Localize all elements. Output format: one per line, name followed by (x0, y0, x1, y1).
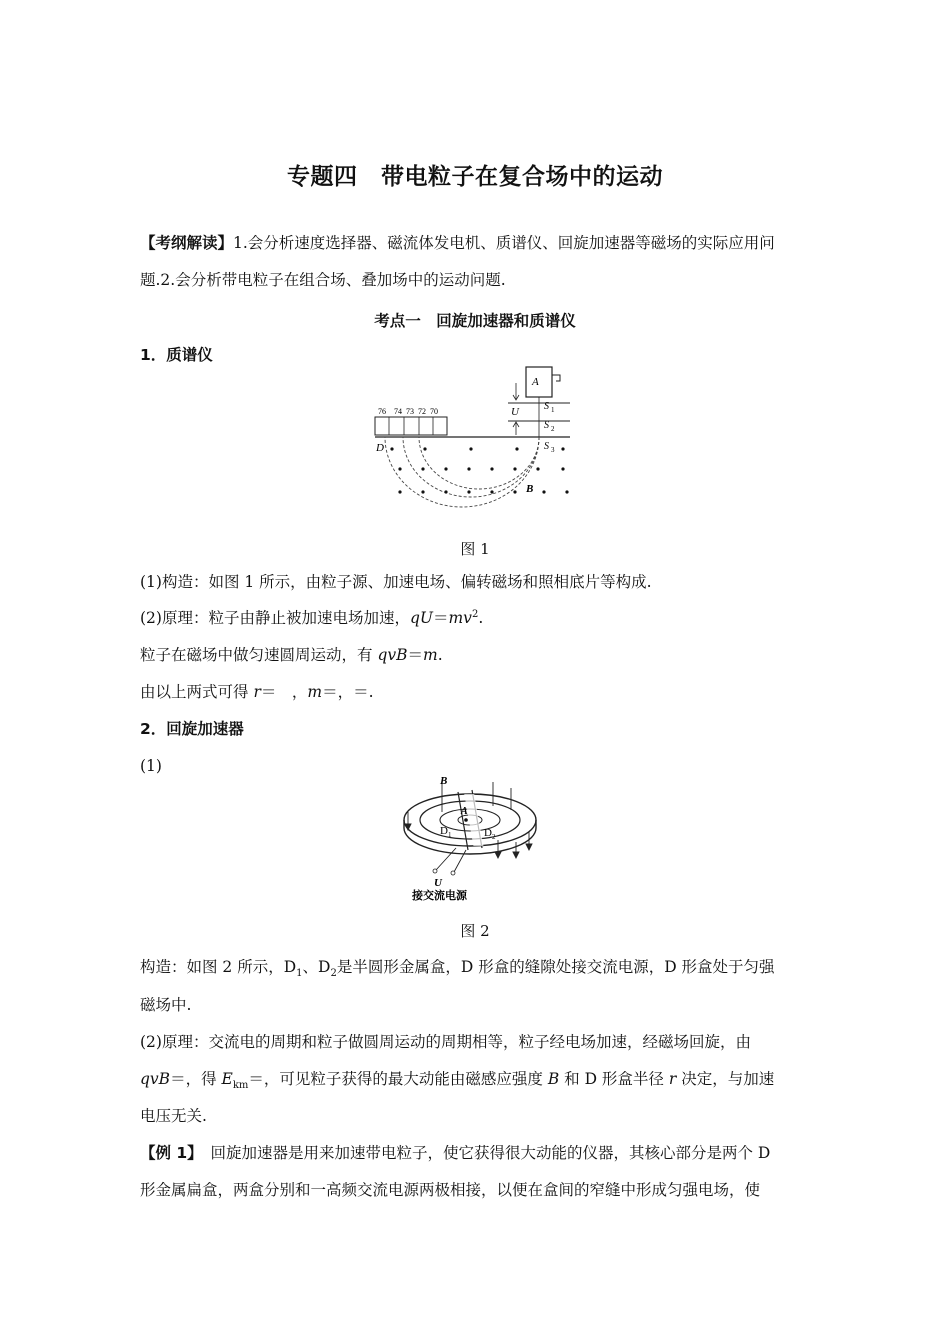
label-b: B (526, 483, 534, 495)
para2-principle-line2: qvB＝，得 $E_{km}=$，可见粒子获得的最大动能由磁感应强度 B 和 D 形盒半径 r 决定，与加速 (140, 1070, 775, 1092)
svg-text:72: 72 (418, 407, 426, 416)
mass-spectrometer-figure (370, 365, 585, 520)
item2-heading: 2．回旋加速器 (140, 720, 244, 738)
para2-structure: 构造：如图 2 所示，$D_1$、$D_2$是半圆形金属盒，D 形盒的缝隙处接交流电源，D 形盒处于匀强 (140, 958, 775, 980)
label-u: U (434, 877, 442, 889)
svg-text:D: D (484, 827, 492, 839)
label-u: U (511, 406, 519, 418)
svg-text:76: 76 (378, 407, 386, 416)
figure2-caption: 图 2 (460, 922, 490, 940)
para1-circle: 粒子在磁场中做匀速圆周运动，有 qvB＝m. (140, 646, 443, 664)
svg-text:70: 70 (430, 407, 438, 416)
svg-text:1: 1 (551, 406, 555, 414)
svg-text:S: S (544, 441, 549, 452)
svg-text:2: 2 (551, 425, 555, 433)
para1-principle: (2)原理：粒子由静止被加速电场加速，$qU=mv^2$. (140, 608, 484, 627)
svg-text:S: S (544, 401, 549, 412)
para2-principle-line1: (2)原理：交流电的周期和粒子做圆周运动的周期相等，粒子经电场加速，经磁场回旋，由 (140, 1033, 751, 1051)
syllabus-line1: 【考纲解读】1.会分析速度选择器、磁流体发电机、质谱仪、回旋加速器等磁场的实际应用问 (140, 234, 775, 252)
para2-structure-line2: 磁场中. (140, 996, 192, 1014)
example1-label: 【例 1】 (140, 1144, 195, 1162)
label-a: A (461, 806, 468, 817)
label-a: A (532, 376, 539, 388)
svg-text:S: S (544, 420, 549, 431)
para2-principle-line3: 电压无关. (140, 1107, 207, 1125)
para1-structure: (1)构造：如图 1 所示，由粒子源、加速电场、偏转磁场和照相底片等构成. (140, 573, 652, 591)
label-d: D (376, 442, 384, 454)
example1-line1: 【例 1】 回旋加速器是用来加速带电粒子，使它获得很大动能的仪器，其核心部分是两个 D (140, 1144, 771, 1162)
label-ac-source: 接交流电源 (412, 889, 467, 902)
ion-source-box (526, 367, 552, 397)
svg-text:D: D (440, 825, 448, 837)
item1-heading: 1．质谱仪 (140, 346, 213, 364)
figure1-caption: 图 1 (460, 540, 490, 558)
example1-line2: 形金属扁盒，两盒分别和一高频交流电源两极相接，以便在盒间的窄缝中形成匀强电场，使 (140, 1181, 761, 1199)
svg-text:1: 1 (448, 831, 452, 839)
source-tube (552, 375, 560, 381)
section-heading: 考点一 回旋加速器和质谱仪 (374, 312, 576, 330)
svg-text:2: 2 (492, 833, 496, 841)
para1-derive: 由以上两式可得 r＝ ，m＝，＝. (140, 683, 374, 701)
item2-sub1: (1) (140, 757, 162, 775)
svg-text:73: 73 (406, 407, 414, 416)
syllabus-label: 【考纲解读】 (140, 234, 234, 252)
page-title: 专题四 带电粒子在复合场中的运动 (287, 164, 663, 190)
syllabus-line2: 题.2.会分析带电粒子在组合场、叠加场中的运动问题. (140, 271, 506, 289)
svg-text:74: 74 (394, 407, 402, 416)
photo-plate (375, 417, 447, 435)
cyclotron-figure (398, 770, 548, 905)
svg-text:3: 3 (551, 446, 555, 454)
label-b: B (440, 775, 448, 787)
